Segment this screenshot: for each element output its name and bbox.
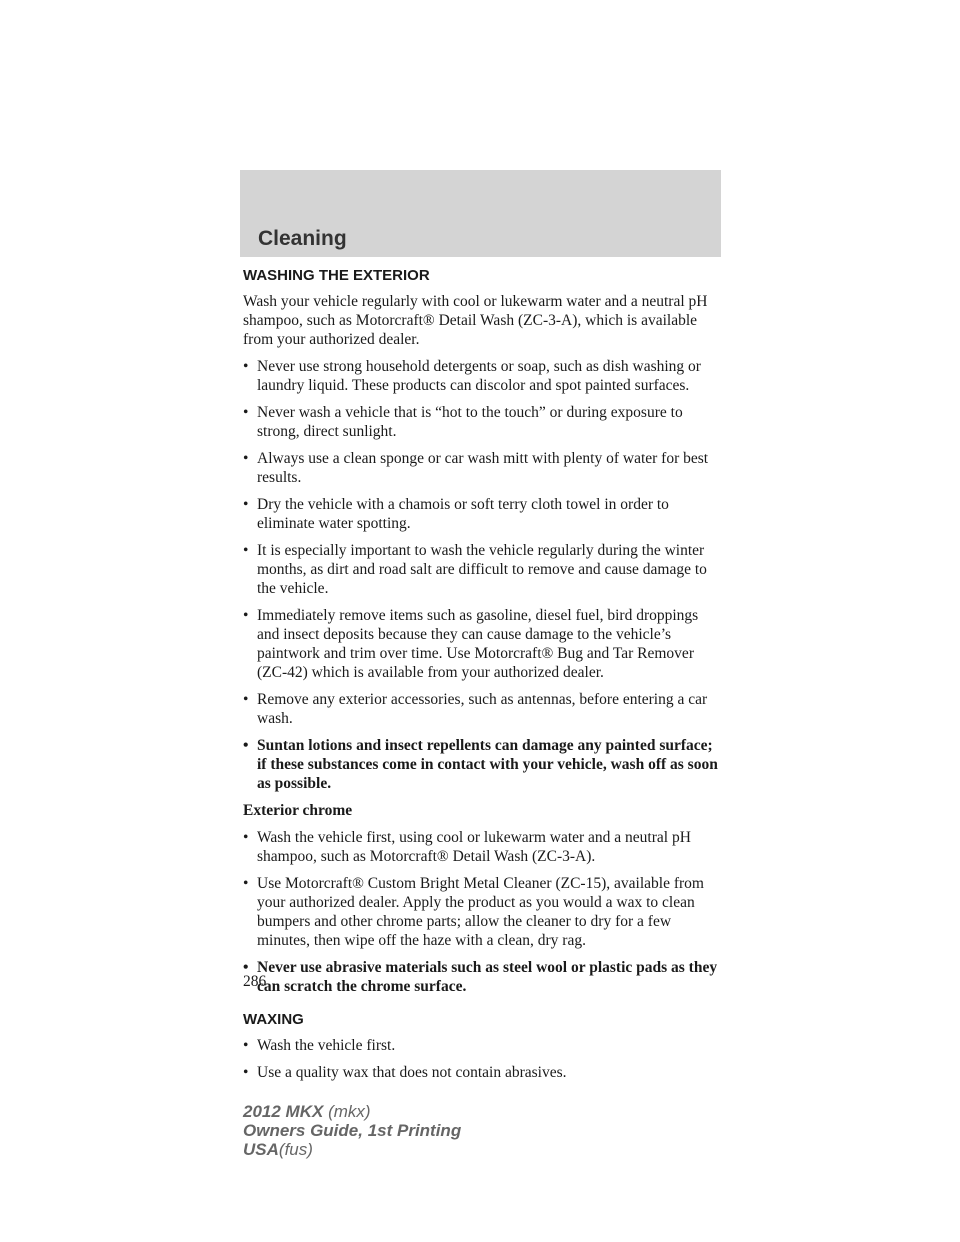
footer-model-line: [243, 1102, 461, 1121]
washing-intro: Wash your vehicle regularly with cool or lukewarm water and a neutral pH shampoo, such as Motorcraft® Detail Wash (ZC-3-A), which is available from your authorized dealer.: [243, 293, 708, 348]
washing-heading: WASHING THE EXTERIOR: [243, 267, 430, 284]
list-item: • Wash the vehicle first.: [243, 1036, 721, 1055]
footer-market-line: [243, 1140, 461, 1159]
list-item: • Never wash a vehicle that is “hot to the touch” or during exposure to strong, direct sunlight.: [243, 403, 721, 441]
footer-guide: Owners Guide, 1st Printing: [243, 1121, 462, 1140]
waxing-heading: WAXING: [243, 1011, 304, 1028]
footer-market-code: (fus): [278, 1140, 313, 1159]
list-item: • Use a quality wax that does not contain abrasives.: [243, 1063, 721, 1082]
waxing-bullet-list: [243, 1036, 721, 1082]
list-item: • Wash the vehicle first, using cool or lukewarm water and a neutral pH shampoo, such as Motorcraft® Detail Wash (ZC-3-A).: [243, 828, 721, 866]
list-item: • Never use strong household detergents or soap, such as dish washing or laundry liquid. These products can discolor and spot painted surfaces.: [243, 357, 721, 395]
section-title: Cleaning: [258, 227, 347, 250]
chrome-bullet-list: [243, 828, 721, 996]
chrome-heading: Exterior chrome: [243, 802, 353, 819]
footer-market: USA: [243, 1140, 279, 1159]
list-item: • Immediately remove items such as gasoline, diesel fuel, bird droppings and insect deposits because they can cause damage to the vehicle’s paintwork and trim over time. Use Motorcraft® Bug and Tar Remover (ZC-42) which is available from your authorized dealer.: [243, 606, 721, 682]
warning-list-item: • Never use abrasive materials such as steel wool or plastic pads as they can scratch the chrome surface.: [243, 958, 721, 996]
list-item: • Remove any exterior accessories, such as antennas, before entering a car wash.: [243, 690, 721, 728]
list-item: • It is especially important to wash the vehicle regularly during the winter months, as dirt and road salt are difficult to remove and cause damage to the vehicle.: [243, 541, 721, 598]
list-item: • Use Motorcraft® Custom Bright Metal Cleaner (ZC-15), available from your authorized dealer. Apply the product as you would a wax to clean bumpers and other chrome parts; allow the cleaner to dry for a few minutes, then wipe off the haze with a clean, dry rag.: [243, 874, 721, 950]
warning-list-item: • Suntan lotions and insect repellents can damage any painted surface; if these substances come in contact with your vehicle, wash off as soon as possible.: [243, 736, 721, 793]
page-number: 286: [243, 973, 267, 990]
page-content: [243, 266, 721, 1090]
washing-bullet-list: [243, 357, 721, 793]
section-header-band: [240, 170, 721, 257]
list-item: • Always use a clean sponge or car wash mitt with plenty of water for best results.: [243, 449, 721, 487]
print-footer: [243, 1102, 461, 1159]
list-item: • Dry the vehicle with a chamois or soft terry cloth towel in order to eliminate water spotting.: [243, 495, 721, 533]
footer-model: 2012 MKX: [243, 1102, 324, 1121]
footer-model-code: (mkx): [328, 1102, 371, 1121]
